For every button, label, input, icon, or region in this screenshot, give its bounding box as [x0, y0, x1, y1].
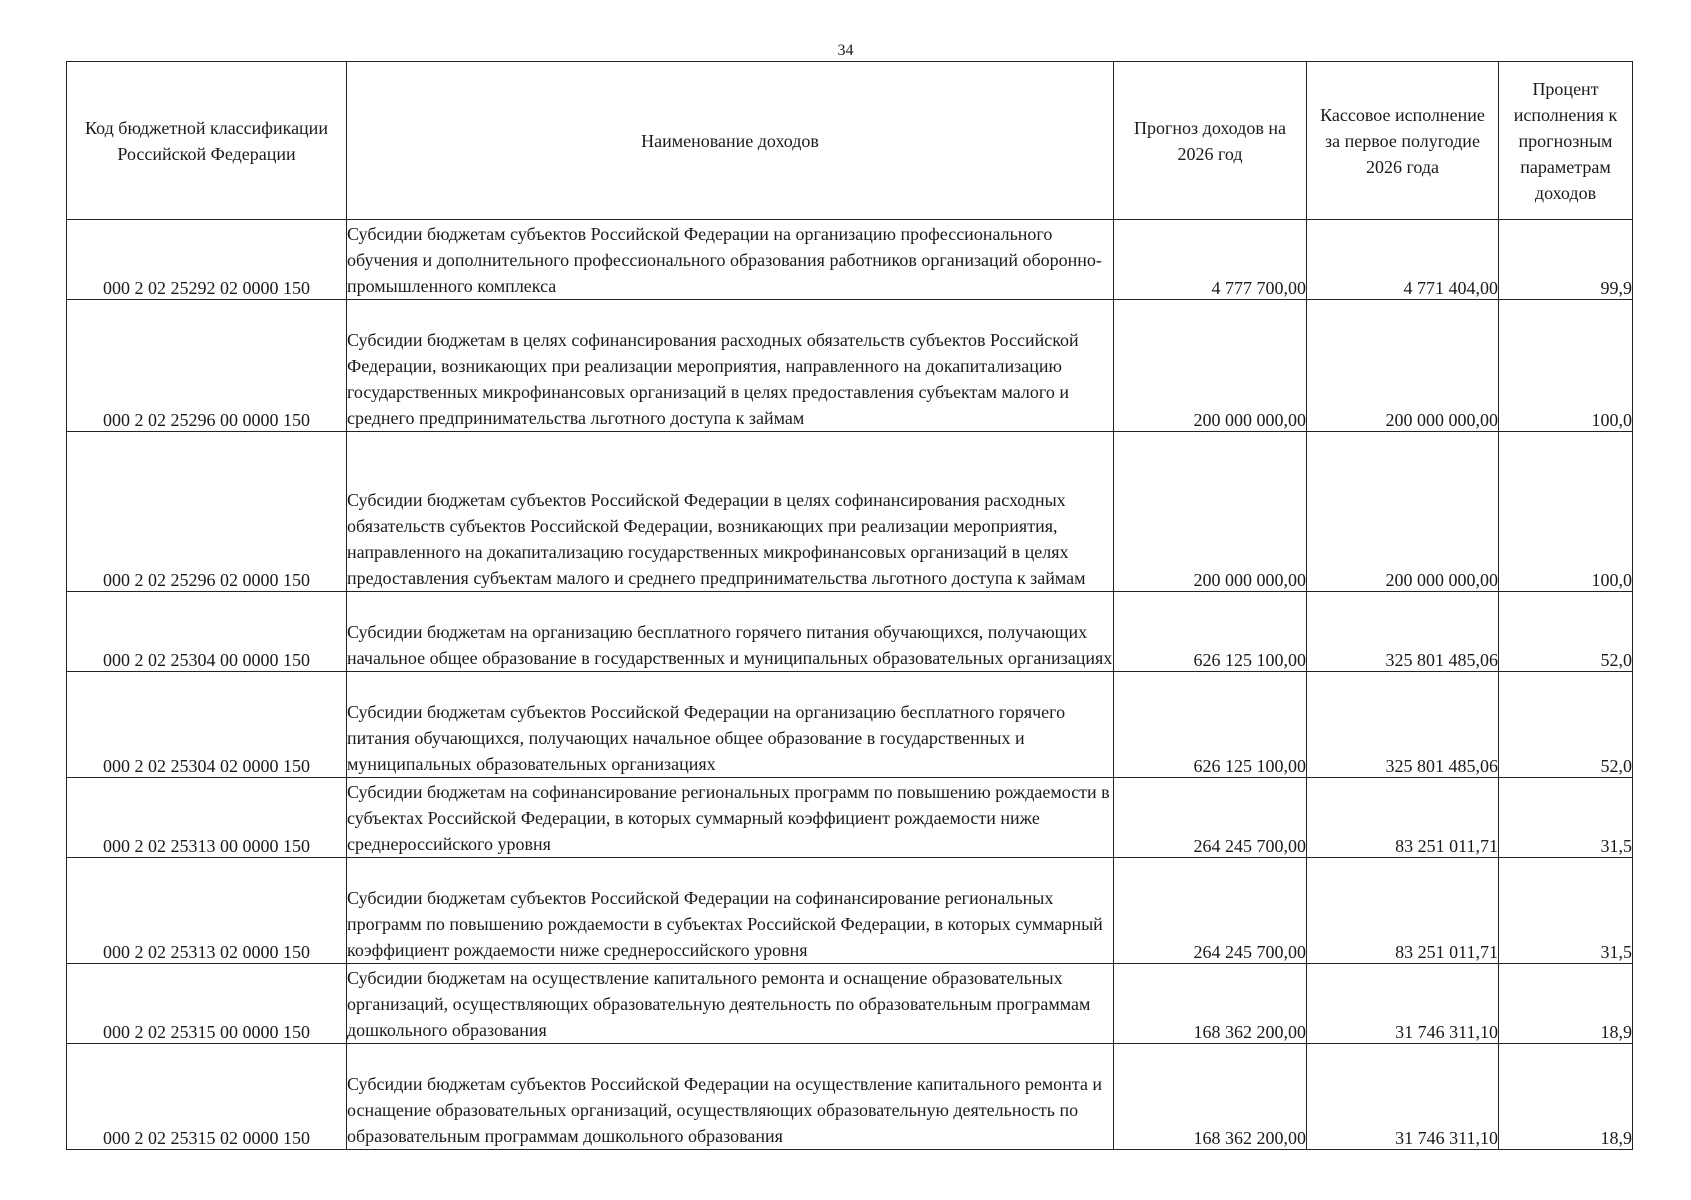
row-forecast: 168 362 200,00 [1114, 964, 1307, 1044]
row-code: 000 2 02 25296 00 0000 150 [67, 300, 347, 432]
row-execution: 31 746 311,10 [1307, 964, 1499, 1044]
row-percent: 18,9 [1499, 964, 1633, 1044]
row-name: Субсидии бюджетам на софинансирование региональных программ по повышению рождаемости в субъектах Российской Федерации, в которых суммарный коэффициент рождаемости ниже среднероссийского уровня [347, 778, 1114, 858]
row-code: 000 2 02 25313 02 0000 150 [67, 858, 347, 964]
table-row [67, 672, 1633, 778]
row-code: 000 2 02 25292 02 0000 150 [67, 220, 347, 300]
row-execution: 4 771 404,00 [1307, 220, 1499, 300]
row-forecast: 264 245 700,00 [1114, 858, 1307, 964]
row-percent: 99,9 [1499, 220, 1633, 300]
row-forecast: 200 000 000,00 [1114, 432, 1307, 592]
table-header-row [67, 62, 1633, 220]
row-percent: 31,5 [1499, 778, 1633, 858]
row-name: Субсидии бюджетам субъектов Российской Федерации на софинансирование региональных программ по повышению рождаемости в субъектах Российской Федерации, в которых суммарный коэффициент рождаемости ниже среднероссийского уровня [347, 858, 1114, 964]
row-percent: 18,9 [1499, 1044, 1633, 1150]
row-name: Субсидии бюджетам субъектов Российской Федерации на осуществление капитального ремонта и оснащение образовательных организаций, осуществляющих образовательную деятельность по образовательным программам дошкольного образования [347, 1044, 1114, 1150]
header-name: Наименование доходов [347, 62, 1114, 220]
row-percent: 100,0 [1499, 432, 1633, 592]
row-code: 000 2 02 25296 02 0000 150 [67, 432, 347, 592]
row-execution: 325 801 485,06 [1307, 592, 1499, 672]
row-percent: 52,0 [1499, 672, 1633, 778]
table-row [67, 858, 1633, 964]
header-code: Код бюджетной классификации Российской Федерации [67, 62, 347, 220]
row-name: Субсидии бюджетам субъектов Российской Федерации в целях софинансирования расходных обязательств субъектов Российской Федерации, возникающих при реализации мероприятия, направленного на докапитализацию государственных микрофинансовых организаций в целях предоставления субъектам малого и среднего предпринимательства льготного доступа к займам [347, 432, 1114, 592]
table-row [67, 432, 1633, 592]
row-forecast: 168 362 200,00 [1114, 1044, 1307, 1150]
header-execution: Кассовое исполнение за первое полугодие 2026 года [1307, 62, 1499, 220]
row-percent: 31,5 [1499, 858, 1633, 964]
page-number: 34 [837, 42, 854, 59]
row-name: Субсидии бюджетам субъектов Российской Федерации на организацию бесплатного горячего питания обучающихся, получающих начальное общее образование в государственных и муниципальных образовательных организациях [347, 672, 1114, 778]
row-name: Субсидии бюджетам на осуществление капитального ремонта и оснащение образовательных организаций, осуществляющих образовательную деятельность по образовательным программам дошкольного образования [347, 964, 1114, 1044]
row-forecast: 4 777 700,00 [1114, 220, 1307, 300]
revenue-table [66, 61, 1633, 1150]
table-row [67, 592, 1633, 672]
row-execution: 83 251 011,71 [1307, 778, 1499, 858]
row-forecast: 626 125 100,00 [1114, 592, 1307, 672]
row-code: 000 2 02 25315 02 0000 150 [67, 1044, 347, 1150]
row-code: 000 2 02 25304 02 0000 150 [67, 672, 347, 778]
row-code: 000 2 02 25315 00 0000 150 [67, 964, 347, 1044]
row-name: Субсидии бюджетам в целях софинансирования расходных обязательств субъектов Российской Федерации, возникающих при реализации мероприятия, направленного на докапитализацию государственных микрофинансовых организаций в целях предоставления субъектам малого и среднего предпринимательства льготного доступа к займам [347, 300, 1114, 432]
row-name: Субсидии бюджетам на организацию бесплатного горячего питания обучающихся, получающих начальное общее образование в государственных и муниципальных образовательных организациях [347, 592, 1114, 672]
table-row [67, 1044, 1633, 1150]
row-forecast: 264 245 700,00 [1114, 778, 1307, 858]
row-execution: 31 746 311,10 [1307, 1044, 1499, 1150]
row-percent: 100,0 [1499, 300, 1633, 432]
row-code: 000 2 02 25304 00 0000 150 [67, 592, 347, 672]
table-row [67, 964, 1633, 1044]
row-code: 000 2 02 25313 00 0000 150 [67, 778, 347, 858]
table-row [67, 778, 1633, 858]
row-percent: 52,0 [1499, 592, 1633, 672]
row-forecast: 200 000 000,00 [1114, 300, 1307, 432]
row-name: Субсидии бюджетам субъектов Российской Федерации на организацию профессионального обучения и дополнительного профессионального образования работников организаций оборонно-промышленного комплекса [347, 220, 1114, 300]
header-forecast: Прогноз доходов на 2026 год [1114, 62, 1307, 220]
row-execution: 83 251 011,71 [1307, 858, 1499, 964]
table-row [67, 220, 1633, 300]
row-execution: 200 000 000,00 [1307, 432, 1499, 592]
row-execution: 200 000 000,00 [1307, 300, 1499, 432]
table-row [67, 300, 1633, 432]
header-percent: Процент исполнения к прогнозным параметрам доходов [1499, 62, 1633, 220]
row-forecast: 626 125 100,00 [1114, 672, 1307, 778]
row-execution: 325 801 485,06 [1307, 672, 1499, 778]
